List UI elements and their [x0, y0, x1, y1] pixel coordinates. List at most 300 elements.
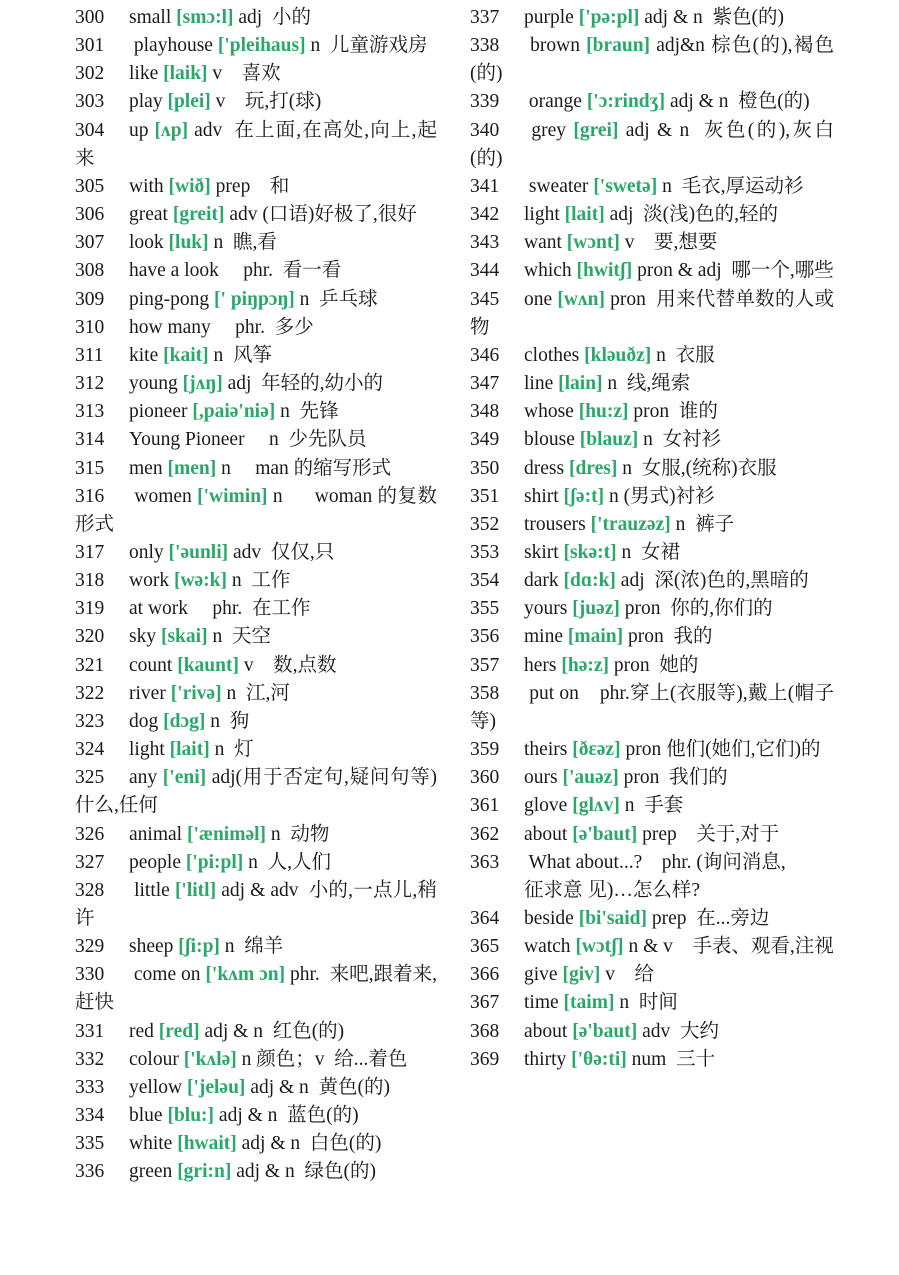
entry-number: 368 [470, 1020, 500, 1042]
entry-number: 342 [470, 204, 500, 226]
vocab-entry [75, 117, 437, 173]
entry-definition: n 女裙 [621, 541, 681, 563]
entry-word: sky [129, 626, 157, 648]
entry-phonetic: [hwitʃ] [576, 260, 633, 282]
entry-word: have a look [129, 260, 219, 282]
vocab-entry [75, 623, 437, 651]
entry-definition: pron 你的,你们的 [624, 598, 773, 620]
vocab-entry [75, 821, 437, 849]
entry-number: 337 [470, 7, 500, 28]
entry-number: 362 [470, 823, 500, 845]
entry-definition: pron 用来代替单数的人或物 [470, 288, 835, 338]
entry-definition: adj & adv 小的,一点儿,稍许 [75, 879, 437, 929]
entry-definition: n 衣服 [656, 344, 715, 366]
entry-word: how many [129, 316, 211, 338]
entry-definition: pron 谁的 [633, 401, 718, 423]
entry-word: red [129, 1020, 154, 1042]
entry-word: at work [129, 598, 189, 620]
entry-phonetic: [ə'baut] [572, 1020, 638, 1042]
entry-word: dark [524, 570, 559, 592]
entry-number: 319 [75, 598, 105, 620]
vocab-entry [75, 1046, 437, 1074]
entry-definition: adj 小的 [238, 7, 311, 28]
entry-definition: adj&n 棕色(的),褐色(的) [470, 35, 835, 85]
vocab-entry [75, 370, 437, 398]
entry-definition: n man 的缩写形式 [221, 457, 392, 479]
entry-definition: n 人,人们 [248, 851, 332, 873]
entry-phonetic: ['litl] [174, 879, 217, 901]
watermark: ​ [23, 724, 57, 795]
entry-number: 325 [75, 767, 105, 789]
entry-number: 345 [470, 288, 500, 310]
entry-number: 366 [470, 964, 500, 986]
entry-phonetic: [main] [567, 626, 624, 648]
vocab-entry [75, 680, 437, 708]
entry-number: 309 [75, 288, 105, 310]
vocab-entry [470, 989, 834, 1017]
vocab-entry [470, 257, 834, 285]
entry-number: 351 [470, 485, 500, 507]
entry-phonetic: [skə:t] [563, 541, 617, 563]
entry-definition: n 少先队员 [249, 429, 367, 451]
vocab-entry [75, 426, 437, 454]
entry-definition: pron 我的 [628, 626, 713, 648]
entry-word: orange [524, 91, 582, 113]
entry-definition: phr. (询问消息, [647, 851, 786, 873]
entry-number: 349 [470, 429, 500, 451]
entry-definition: n 狗 [210, 710, 250, 732]
entry-phonetic: [red] [158, 1020, 200, 1042]
vocab-entry [75, 1158, 437, 1186]
entry-definition: pron 她的 [613, 654, 699, 676]
vocab-entry [75, 342, 437, 370]
entry-phonetic: [luk] [168, 232, 209, 254]
vocab-entry [470, 286, 834, 342]
vocab-entry [470, 455, 834, 483]
vocab-entry [470, 483, 834, 511]
entry-number: 352 [470, 513, 500, 535]
entry-definition: prep 和 [215, 175, 290, 197]
entry-word: people [129, 851, 181, 873]
entry-number: 314 [75, 429, 105, 451]
vocab-entry [75, 849, 437, 877]
entry-definition: phr. 在工作 [192, 598, 311, 620]
entry-word: white [129, 1133, 173, 1155]
entry-number: 347 [470, 373, 500, 395]
vocab-entry [75, 257, 437, 285]
entry-number: 300 [75, 7, 105, 28]
vocab-entry [75, 736, 437, 764]
entry-word: grey [524, 119, 566, 141]
entry-number: 326 [75, 823, 105, 845]
entry-word: clothes [524, 344, 580, 366]
entry-phonetic: [kait] [163, 344, 209, 366]
entry-word: any [129, 767, 158, 789]
vocab-entry [470, 173, 834, 201]
entry-word: want [524, 232, 562, 254]
entry-definition: v 数,点数 [243, 654, 337, 676]
vocab-entry [75, 32, 437, 60]
entry-number: 322 [75, 682, 105, 704]
entry-phonetic: [dɔg] [163, 710, 206, 732]
entry-definition: n 线,绳索 [607, 373, 691, 395]
vocab-entry [75, 567, 437, 595]
entry-phonetic: [wʌn] [557, 288, 605, 310]
entry-number: 335 [75, 1133, 105, 1155]
vocab-entry [75, 4, 437, 32]
vocab-entry [75, 1074, 437, 1102]
entry-number: 356 [470, 626, 500, 648]
entry-number: 333 [75, 1076, 105, 1098]
entry-phonetic: ['pi:pl] [185, 851, 244, 873]
entry-word: little [129, 879, 170, 901]
entry-phonetic: [ʌp] [154, 119, 189, 141]
entry-phonetic: [gri:n] [177, 1161, 232, 1183]
entry-number: 315 [75, 457, 105, 479]
entry-phonetic: [kaunt] [177, 654, 239, 676]
entry-word: sheep [129, 936, 174, 958]
entry-phonetic: [dres] [568, 457, 618, 479]
vocab-entry [470, 933, 834, 961]
entry-phonetic: ['wimin] [197, 485, 268, 507]
entry-definition: adj & n 蓝色(的) [218, 1105, 359, 1127]
entry-phonetic: ['ænimәl] [186, 823, 267, 845]
entry-word: count [129, 654, 173, 676]
entry-phonetic: ['jeləu] [186, 1076, 246, 1098]
entry-definition: n 风筝 [213, 344, 273, 366]
entry-word: Young Pioneer [129, 429, 245, 451]
entry-phonetic: [wɔnt] [566, 232, 620, 254]
entry-definition: v 要,想要 [624, 232, 718, 254]
entry-phonetic: [giv] [562, 964, 601, 986]
entry-definition: n 工作 [231, 570, 291, 592]
entry-definition: n 动物 [270, 823, 330, 845]
entry-definition: prep 关于,对于 [642, 823, 780, 845]
vocab-entry [470, 201, 834, 229]
vocab-entry [75, 286, 437, 314]
entry-word: purple [524, 7, 574, 28]
entry-definition: adj & n 白色(的) [241, 1133, 382, 1155]
entry-number: 355 [470, 598, 500, 620]
entry-number: 327 [75, 851, 105, 873]
entry-number: 343 [470, 232, 500, 254]
entry-definition: n woman 的复数形式 [75, 485, 438, 535]
entry-number: 312 [75, 373, 105, 395]
entry-definition: n 裤子 [675, 513, 735, 535]
vocab-entry [470, 961, 834, 989]
entry-number: 306 [75, 204, 105, 226]
entry-number: 328 [75, 879, 105, 901]
entry-phonetic: [plei] [167, 91, 211, 113]
entry-number: 313 [75, 401, 105, 423]
vocab-entry [75, 652, 437, 680]
entry-definition: n 儿童游戏房 [310, 35, 428, 57]
entry-number: 348 [470, 401, 500, 423]
entry-number: 304 [75, 119, 105, 141]
entry-number: 363 [470, 851, 500, 873]
entry-number: 358 [470, 682, 500, 704]
entry-definition: adj & n 橙色(的) [669, 91, 810, 113]
entry-word: about [524, 823, 568, 845]
entry-phonetic: [ðεəz] [572, 739, 621, 761]
entry-phonetic: [hu:z] [578, 401, 629, 423]
vocab-entry [470, 342, 834, 370]
entry-word: play [129, 91, 163, 113]
entry-definition: n 先锋 [280, 401, 339, 423]
entry-number: 302 [75, 63, 105, 85]
entry-number: 323 [75, 710, 105, 732]
entry-phonetic: [lain] [558, 373, 603, 395]
entry-word: like [129, 63, 159, 85]
entry-number: 360 [470, 767, 500, 789]
entry-definition: n 绵羊 [224, 936, 284, 958]
vocab-entry [470, 595, 834, 623]
entry-number: 344 [470, 260, 500, 282]
entry-definition: n (男式)衬衫 [608, 485, 715, 507]
entry-phonetic: [braun] [586, 35, 651, 57]
entry-phonetic: [glʌv] [572, 795, 620, 817]
vocab-entry [470, 680, 834, 736]
entry-definition: adj & n 紫色(的) [644, 7, 784, 28]
entry-definition: n 江,河 [226, 682, 290, 704]
entry-phonetic: [men] [167, 457, 217, 479]
entry-number: 324 [75, 739, 105, 761]
vocab-entry [470, 736, 834, 764]
entry-phonetic: ['kʌlə] [183, 1048, 237, 1070]
vocab-entry [75, 398, 437, 426]
entry-word: dog [129, 710, 159, 732]
vocab-entry [470, 229, 834, 257]
vocab-entry [75, 539, 437, 567]
entry-word: green [129, 1161, 173, 1183]
entry-phonetic: ['auəz] [562, 767, 619, 789]
vocab-entry [470, 821, 834, 849]
entry-definition: phr.穿上(衣服等),戴上(帽子等) [470, 682, 835, 732]
entry-definition: adv 在上面,在高处,向上,起来 [75, 119, 438, 169]
entry-number: 316 [75, 485, 105, 507]
entry-word: yours [524, 598, 568, 620]
entry-definition: v 玩,打(球) [215, 91, 322, 113]
vocab-entry [470, 1018, 834, 1046]
entry-number: 340 [470, 119, 500, 141]
entry-number: 318 [75, 570, 105, 592]
entry-word: time [524, 992, 559, 1014]
vocab-entry [75, 201, 437, 229]
entry-word: blue [129, 1105, 163, 1127]
entry-word: women [129, 485, 192, 507]
vocab-entry [75, 933, 437, 961]
entry-definition: n 时间 [619, 992, 678, 1014]
entry-phonetic: [ə'baut] [572, 823, 638, 845]
entry-number: 305 [75, 175, 105, 197]
entry-number: 317 [75, 541, 105, 563]
entry-phonetic: [lait] [564, 204, 605, 226]
vocab-entry [470, 88, 834, 116]
entry-word: sweater [524, 175, 589, 197]
entry-phonetic: [greit] [172, 204, 225, 226]
entry-definition: adj & n 灰色(的),灰白(的) [470, 119, 835, 169]
entry-phonetic: [laik] [163, 63, 208, 85]
entry-number: 357 [470, 654, 500, 676]
entry-definition: adj & n 黄色(的) [250, 1076, 391, 1098]
entry-phonetic: ['pleihaus] [217, 35, 306, 57]
vocab-entry [75, 483, 437, 539]
entry-phonetic: [blu:] [167, 1105, 215, 1127]
vocab-entry [75, 595, 437, 623]
vocab-entry [75, 455, 437, 483]
entry-phonetic: [smɔ:l] [176, 7, 234, 28]
vocab-entry [470, 539, 834, 567]
entry-phonetic: [ʃə:t] [563, 485, 605, 507]
vocab-entry [75, 173, 437, 201]
entry-word: dress [524, 457, 565, 479]
entry-phonetic: [hə:z] [561, 654, 610, 676]
entry-word: young [129, 373, 178, 395]
entry-phonetic: ['swetə] [593, 175, 658, 197]
entry-number: 321 [75, 654, 105, 676]
entry-number: 311 [75, 344, 104, 366]
entry-word: brown [524, 35, 580, 57]
entry-phonetic: [wið] [168, 175, 211, 197]
entry-phonetic: [blauz] [579, 429, 639, 451]
vocab-entry [75, 1102, 437, 1130]
entry-word: whose [524, 401, 574, 423]
entry-word: give [524, 964, 558, 986]
entry-word: great [129, 204, 168, 226]
entry-number: 365 [470, 936, 500, 958]
entry-definition: adv 仅仅,只 [233, 541, 335, 563]
entry-word: blouse [524, 429, 575, 451]
entry-definition: n 手套 [624, 795, 684, 817]
entry-number: 310 [75, 316, 105, 338]
entry-phonetic: ['ɔ:rindʒ] [586, 91, 666, 113]
entry-phonetic: [wə:k] [173, 570, 228, 592]
entry-definition: prep 在...旁边 [651, 908, 770, 929]
vocabulary-column-left [75, 4, 437, 1187]
entry-word: hers [524, 654, 557, 676]
entry-word: mine [524, 626, 563, 648]
entry-phonetic: [,paiə'niə] [192, 401, 276, 423]
entry-word: one [524, 288, 553, 310]
entry-word: about [524, 1020, 568, 1042]
entry-word: with [129, 175, 164, 197]
vocab-entry [75, 88, 437, 116]
entry-definition: phr. 多少 [215, 316, 314, 338]
entry-phonetic: ['əunli] [168, 541, 229, 563]
vocab-entry [75, 60, 437, 88]
vocab-entry [470, 652, 834, 680]
vocab-entry [75, 961, 437, 1017]
entry-word: come on [129, 964, 201, 986]
entry-phonetic: [taim] [563, 992, 615, 1014]
entry-definition: adj 年轻的,幼小的 [227, 373, 384, 395]
entry-number: 338 [470, 35, 500, 57]
entry-word: men [129, 457, 163, 479]
vocab-entry [75, 229, 437, 257]
entry-word: beside [524, 908, 574, 929]
vocab-entry [75, 1018, 437, 1046]
entry-number: 346 [470, 344, 500, 366]
entry-definition: phr. 看一看 [223, 260, 342, 282]
entry-word: thirty [524, 1048, 567, 1070]
entry-phonetic: [skai] [160, 626, 208, 648]
entry-phonetic: [juəz] [572, 598, 620, 620]
entry-word: colour [129, 1048, 179, 1070]
vocab-entry [470, 511, 834, 539]
entry-phonetic: ['pə:pl] [578, 7, 640, 28]
entry-definition: n 颜色；v 给...着色 [241, 1048, 408, 1070]
entry-number: 354 [470, 570, 500, 592]
vocab-entry [470, 623, 834, 651]
vocab-entry [470, 567, 834, 595]
entry-word: skirt [524, 541, 559, 563]
entry-word: What about...? [524, 851, 643, 873]
vocab-entry [470, 398, 834, 426]
entry-word: work [129, 570, 170, 592]
entry-word: glove [524, 795, 568, 817]
entry-word: river [129, 682, 166, 704]
entry-phonetic: [hwait] [177, 1133, 237, 1155]
entry-number: 330 [75, 964, 105, 986]
entry-definition: phr. 来吧,跟着来,赶快 [75, 964, 438, 1014]
entry-phonetic: ['eni] [162, 767, 207, 789]
vocab-entry [470, 905, 834, 933]
entry-word: line [524, 373, 554, 395]
entry-definition: n 女衬衫 [643, 429, 722, 451]
entry-definition: num 三十 [631, 1048, 716, 1070]
entry-definition: n 女服,(统称)衣服 [622, 457, 777, 479]
vocab-entry [75, 877, 437, 933]
entry-word: put on [524, 682, 579, 704]
vocab-entry [75, 764, 437, 820]
entry-number: 361 [470, 795, 500, 817]
vocab-entry [470, 1046, 834, 1074]
entry-word: trousers [524, 513, 586, 535]
entry-phonetic: [wɔtʃ] [575, 936, 624, 958]
entry-number: 308 [75, 260, 105, 282]
entry-definition-continued: 征求意 见)…怎么样? [524, 879, 701, 901]
entry-definition: pron & adj 哪一个,哪些 [637, 260, 834, 282]
entry-word: ping-pong [129, 288, 210, 310]
entry-definition: n 灯 [214, 739, 254, 761]
entry-definition: pron 他们(她们,它们)的 [625, 739, 821, 761]
entry-word: yellow [129, 1076, 183, 1098]
entry-definition: adj & n 绿色(的) [236, 1161, 376, 1183]
entry-definition: v 喜欢 [212, 63, 281, 85]
vocab-entry [470, 32, 834, 88]
entry-word: playhouse [129, 35, 213, 57]
entry-number: 339 [470, 91, 500, 113]
entry-phonetic: ['kʌm ɔn] [205, 964, 286, 986]
entry-phonetic: [bi'said] [578, 908, 647, 929]
entry-word: up [129, 119, 149, 141]
entry-word: look [129, 232, 164, 254]
vocab-entry [470, 792, 834, 820]
entry-number: 334 [75, 1105, 105, 1127]
entry-definition: n & v 手表、观看,注视 [628, 936, 834, 958]
entry-phonetic: [lait] [169, 739, 210, 761]
entry-word: small [129, 7, 172, 28]
entry-number: 336 [75, 1161, 105, 1183]
entry-definition: adj & n 红色(的) [204, 1020, 345, 1042]
entry-word: animal [129, 823, 183, 845]
entry-number: 350 [470, 457, 500, 479]
entry-phonetic: [dɑ:k] [563, 570, 616, 592]
entry-phonetic: ['θə:ti] [571, 1048, 627, 1070]
entry-phonetic: [jʌŋ] [182, 373, 223, 395]
entry-phonetic: [kləuðz] [584, 344, 652, 366]
entry-word: light [129, 739, 165, 761]
